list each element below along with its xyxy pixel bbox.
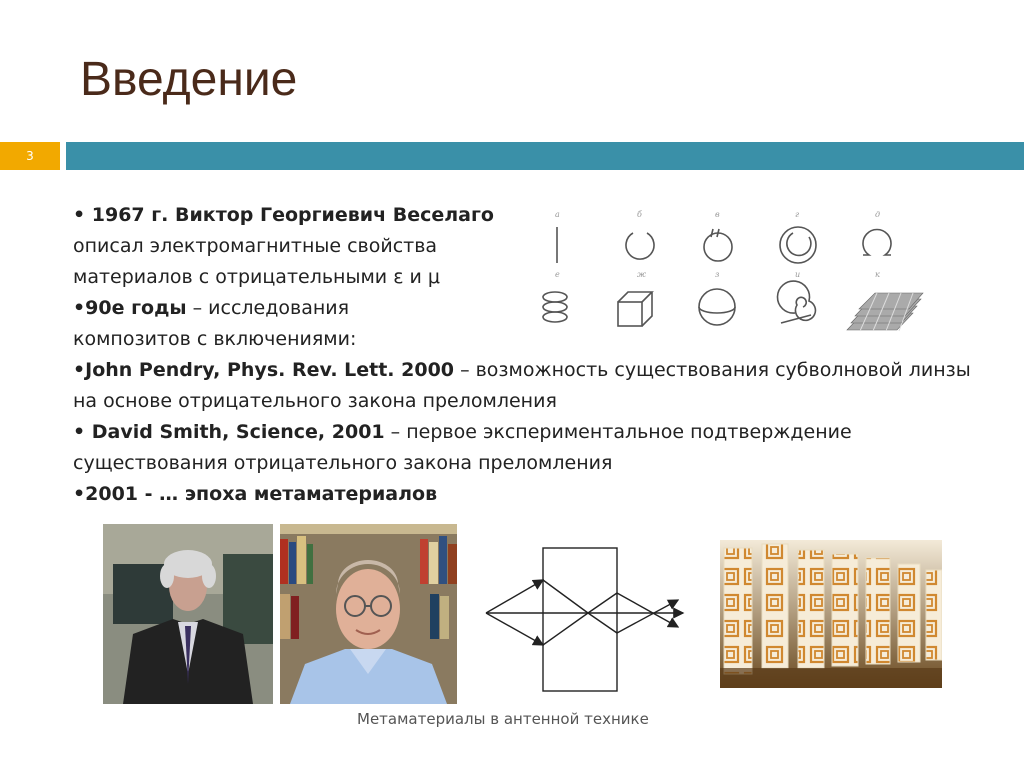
bullet-lead: •2001 - … эпоха метаматериалов [73, 483, 438, 505]
bullet-rest: – возможность существования субволновой линзы на основе отрицательного закона преломления [73, 359, 971, 412]
slide-number: 3 [0, 142, 60, 170]
photo-pendry [280, 524, 457, 704]
inclusion-label-d: д [875, 210, 881, 219]
inclusion-label-a: а [555, 210, 560, 219]
slide-footer: Метаматериалы в антенной технике [357, 710, 649, 728]
bullet-cont: описал электромагнитные свойства материалов с отрицательными ε и μ [73, 235, 440, 288]
inclusion-label-g: г [795, 210, 800, 219]
photo-veselago [103, 524, 273, 704]
bullet-rest: – исследования [186, 297, 350, 319]
inclusion-label-e: е [555, 270, 560, 279]
inclusion-label-v: в [715, 210, 720, 219]
bullet-smith [73, 417, 973, 479]
bullet-lead: • 1967 г. Виктор Георгиевич Веселаго [73, 204, 494, 226]
inclusion-label-zh: ж [637, 270, 647, 279]
header-bar [66, 142, 1024, 170]
bullet-90s [73, 293, 973, 355]
inclusion-label-i: и [795, 270, 801, 279]
photo-metamaterial [720, 540, 942, 688]
bullet-rest: – первое экспериментальное подтверждение существования отрицательного закона преломления [73, 421, 852, 474]
bullet-cont: композитов с включениями: [73, 328, 357, 350]
bullet-lead: •90е годы [73, 297, 187, 319]
inclusion-label-z: з [715, 270, 720, 279]
bullet-pendry [73, 355, 973, 417]
bullet-metamaterials [73, 479, 973, 510]
bullet-list [73, 200, 973, 510]
bullet-lead: •John Pendry, Phys. Rev. Lett. 2000 [73, 359, 455, 381]
bullet-veselago [73, 200, 973, 293]
slide-title: Введение [80, 53, 298, 106]
lens-ray-diagram [478, 545, 690, 695]
bullet-lead: • David Smith, Science, 2001 [73, 421, 385, 443]
inclusion-label-b: б [637, 210, 642, 219]
inclusion-label-k: к [875, 270, 880, 279]
